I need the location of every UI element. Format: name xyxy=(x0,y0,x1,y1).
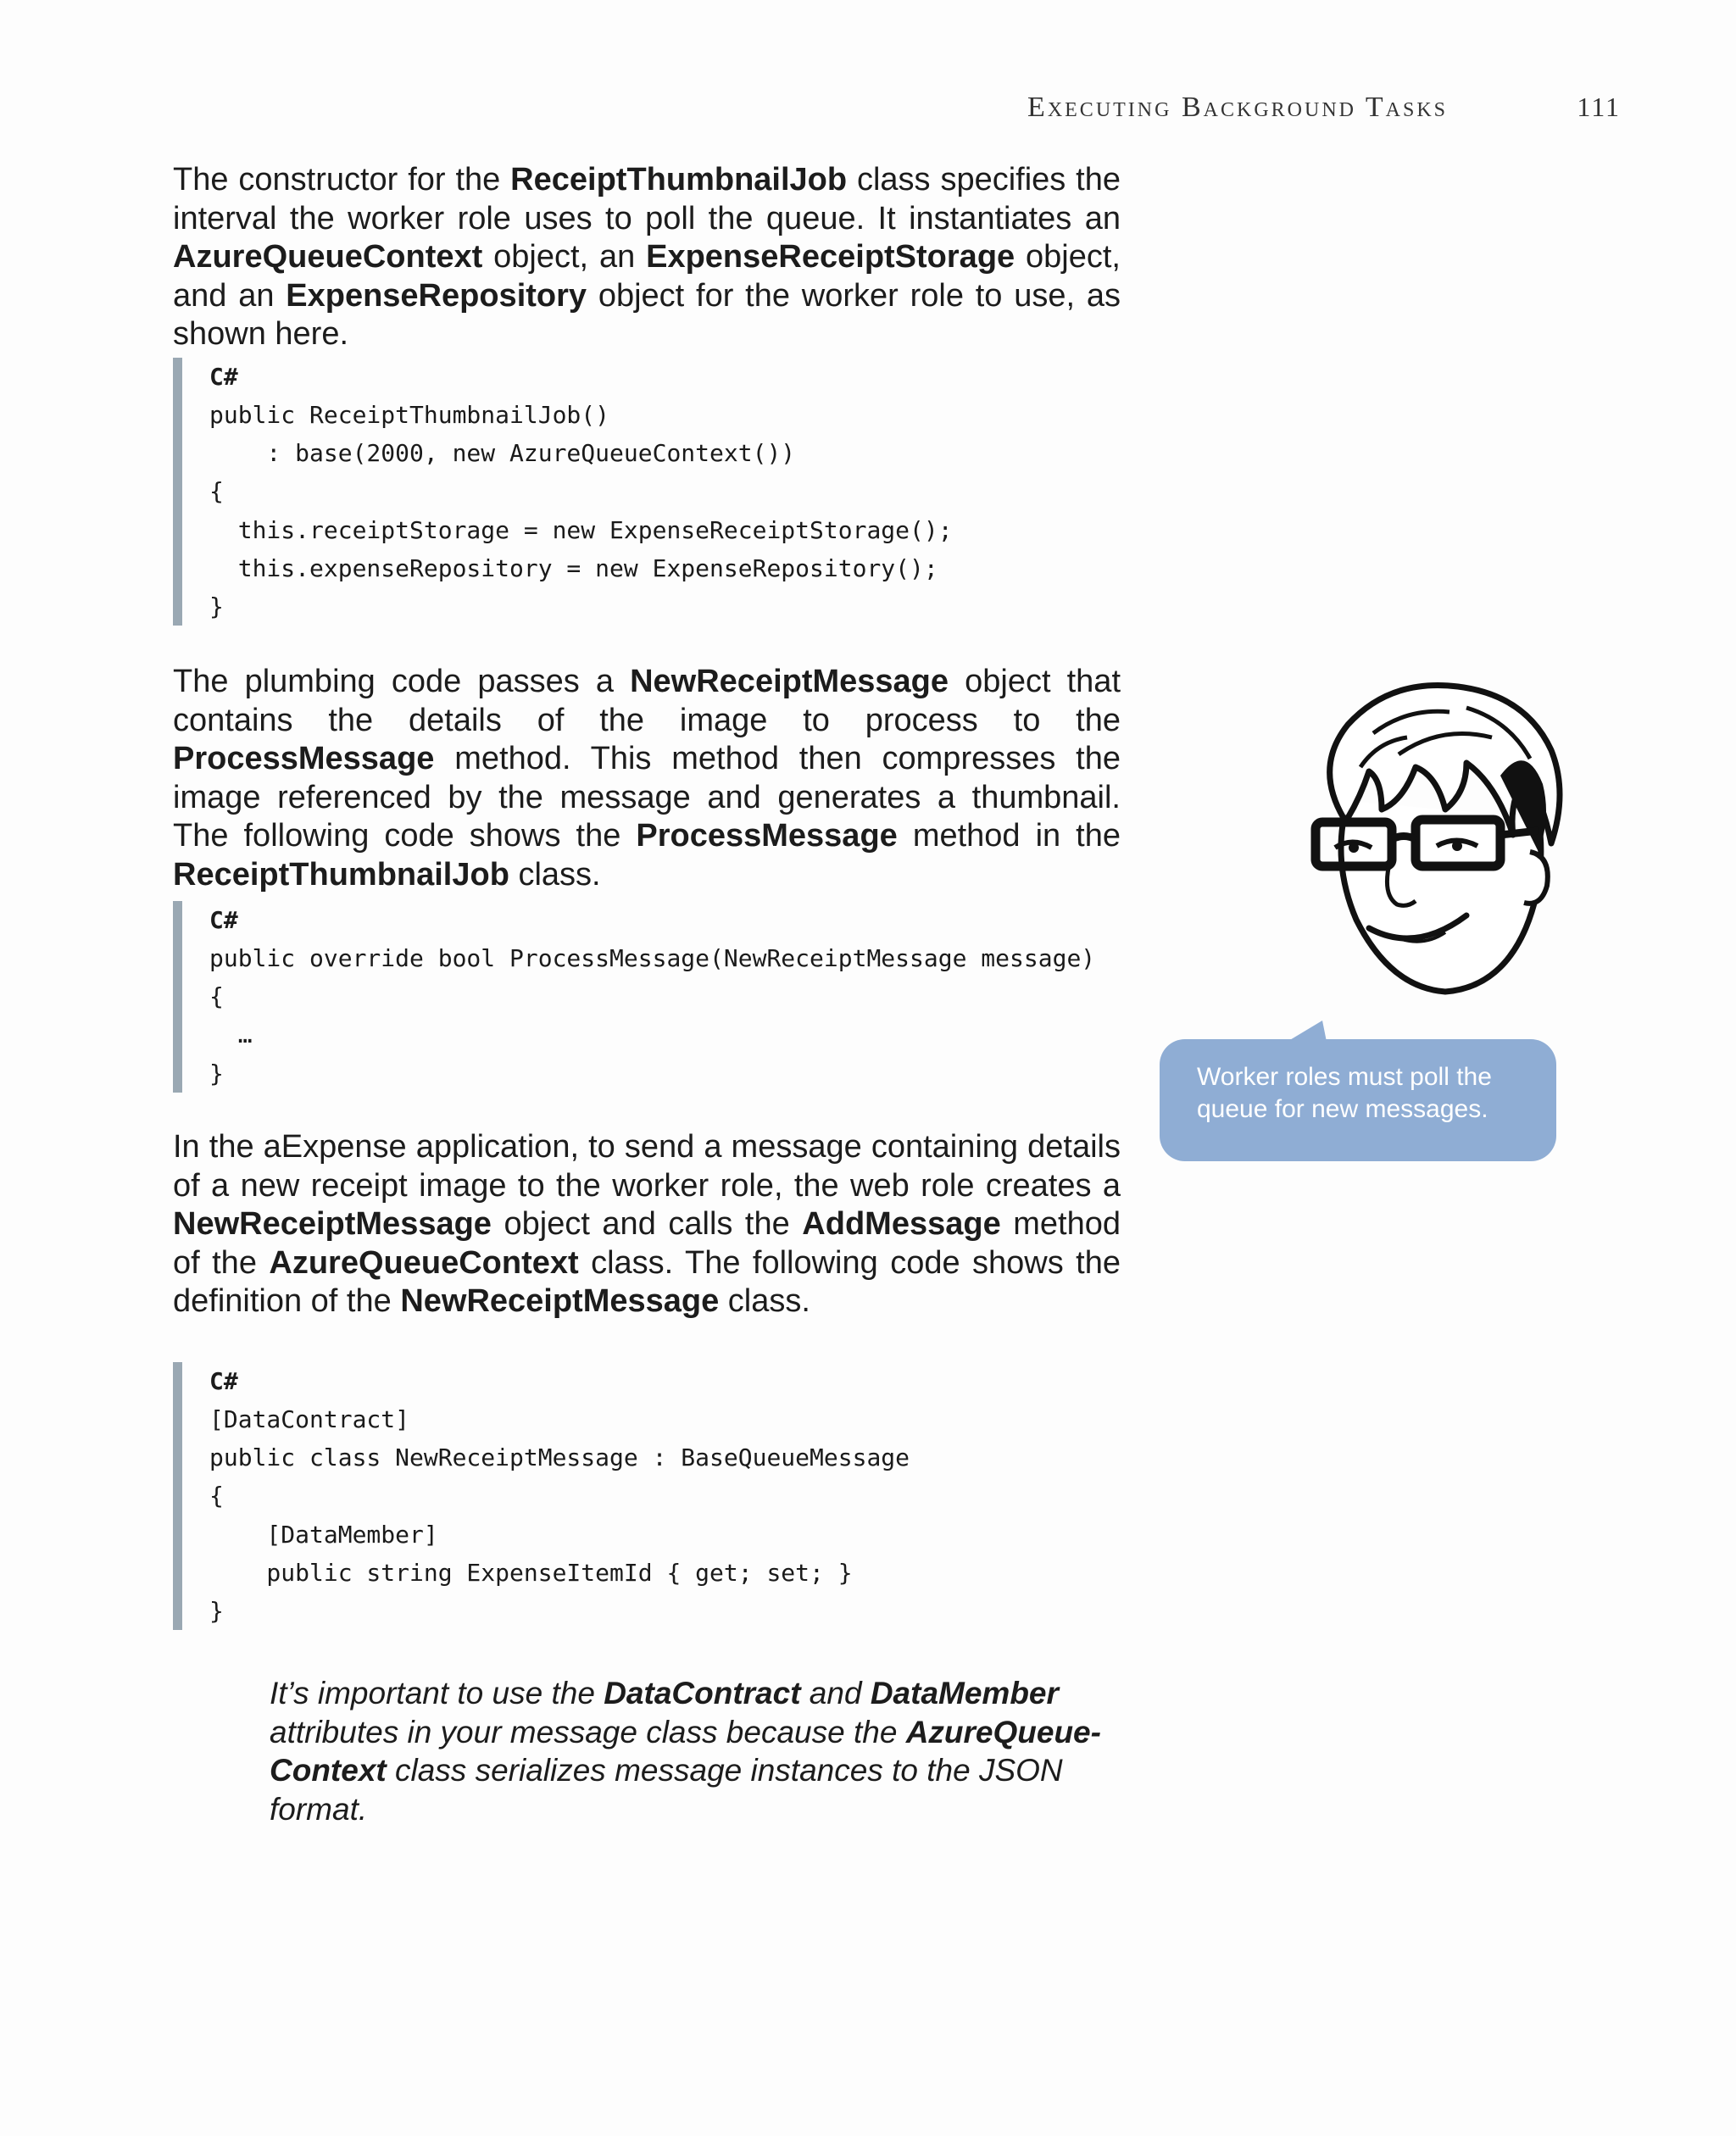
bold-term: DataContract xyxy=(604,1676,801,1710)
paragraph-process-message xyxy=(173,663,1121,894)
text-run: and xyxy=(800,1676,871,1710)
text-run: object and calls the xyxy=(491,1206,803,1242)
bold-term: ReceiptThumbnailJob xyxy=(510,162,848,197)
code-listing: public ReceiptThumbnailJob() : base(2000, new AzureQueueContext()) { this.receiptStorage = new ExpenseReceiptStorage(); this.expenseRepository = new ExpenseRepository(); } xyxy=(209,401,953,621)
text-run: method of the xyxy=(173,1206,1121,1281)
code-language-label: C# xyxy=(209,906,238,934)
bold-term: ExpenseRepository xyxy=(286,277,587,314)
bold-term: NewReceiptMessage xyxy=(400,1283,720,1319)
running-header: Executing Background Tasks xyxy=(1027,92,1448,123)
bold-term: AzureQueueContext xyxy=(269,1244,579,1281)
text-run: object for the worker role to use, as shown here. xyxy=(173,277,1121,352)
text-run: method. This method then compresses the image referenced by the message and generates a thumbnail. The following code shows the xyxy=(173,741,1121,854)
text-run: class specifies the interval the worker role uses to poll the queue. It instantiates an xyxy=(173,162,1121,236)
code-block-process-message xyxy=(173,901,1139,1093)
text-run: class. xyxy=(509,856,601,893)
code-listing: [DataContract] public class NewReceiptMessage : BaseQueueMessage { [DataMember] public string ExpenseItemId { get; set; } } xyxy=(209,1405,910,1626)
text-run: object, and an xyxy=(173,239,1121,314)
text-run: In the aExpense application, to send a message containing details of a new receipt image to the worker role, the web role creates a xyxy=(173,1129,1121,1204)
text-run: object that contains the details of the image to process to the xyxy=(173,664,1121,738)
bold-term: AddMessage xyxy=(802,1206,1001,1242)
code-listing: public override bool ProcessMessage(NewReceiptMessage message) { … } xyxy=(209,944,1096,1087)
text-run: It’s important to use the xyxy=(270,1676,604,1710)
paragraph-constructor-intro xyxy=(173,161,1121,354)
bold-term: ProcessMessage xyxy=(636,818,898,854)
bold-term: DataMember xyxy=(870,1676,1059,1710)
text-run: class. xyxy=(719,1283,810,1319)
text-run: object, an xyxy=(482,239,647,275)
portrait-illustration-icon xyxy=(1297,674,1577,1004)
bold-term: NewReceiptMessage xyxy=(630,664,949,699)
page-number: 111 xyxy=(1577,92,1621,122)
bold-term: ExpenseReceiptStorage xyxy=(646,239,1015,275)
bold-term: ReceiptThumbnailJob xyxy=(173,856,509,893)
speech-bubble: Worker roles must poll the queue for new messages. xyxy=(1160,1039,1556,1161)
paragraph-new-receipt-message xyxy=(173,1128,1121,1321)
bold-term: ProcessMessage xyxy=(173,741,435,776)
bold-term: AzureQueueContext xyxy=(270,1714,1101,1788)
text-run: The plumbing code passes a xyxy=(173,664,631,699)
code-block-constructor xyxy=(173,358,1139,626)
text-run: method in the xyxy=(897,818,1121,854)
bold-term: AzureQueueContext xyxy=(173,239,483,275)
code-language-label: C# xyxy=(209,363,238,391)
code-block-new-receipt-message xyxy=(173,1362,1139,1630)
text-run: The constructor for the xyxy=(173,162,511,197)
code-language-label: C# xyxy=(209,1367,238,1395)
text-run: attributes in your message class because the xyxy=(270,1714,906,1749)
text-run: class serializes message instances to the JSON format. xyxy=(270,1753,1063,1827)
bold-term: NewReceiptMessage xyxy=(173,1206,492,1242)
margin-note xyxy=(270,1674,1134,1828)
text-run: class. The following code shows the definition of the xyxy=(173,1244,1121,1319)
